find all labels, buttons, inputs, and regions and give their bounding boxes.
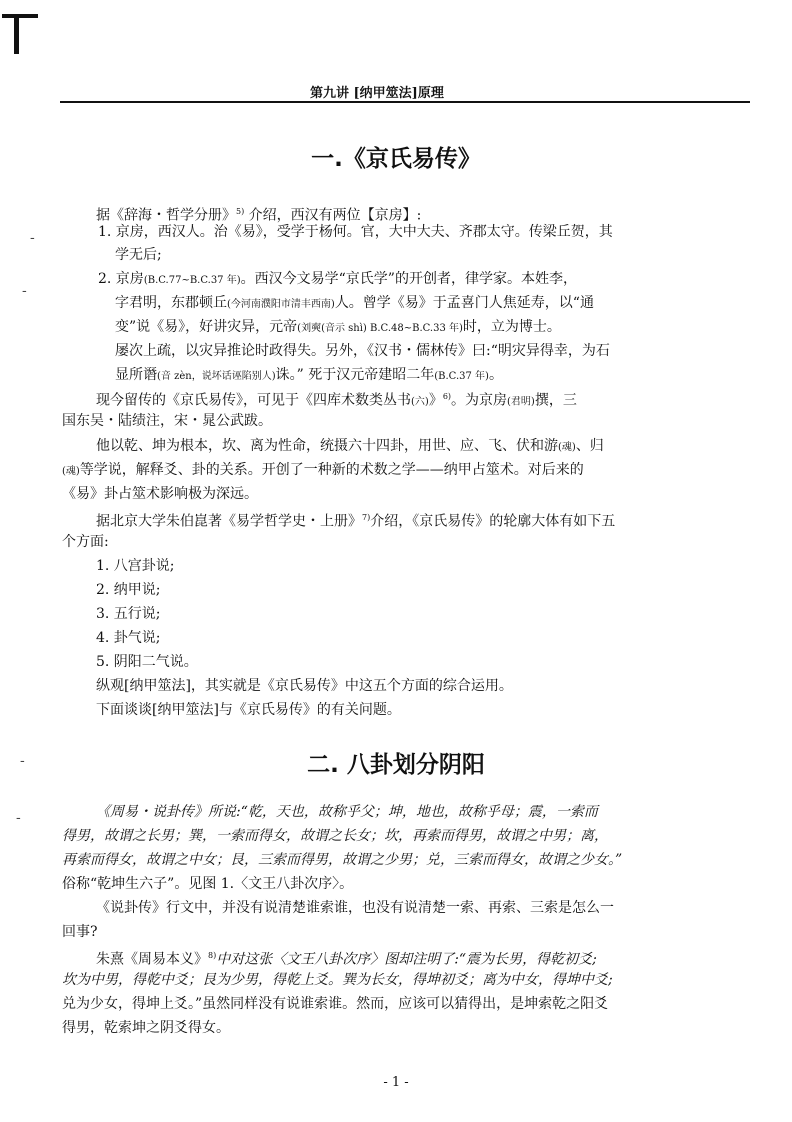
item1-line1: 1. 京房，西汉人。治《易》，受学于杨何。官，大中大夫、齐郡太守。传梁丘贺，其 — [98, 224, 613, 240]
running-header — [60, 80, 750, 104]
quote-line3: 再索而得女，故谓之中女；艮，三索而得男，故谓之少男；兑，三索而得女，故谓之少女。” — [62, 852, 623, 868]
para-zhuxi-line1: 朱熹《周易本义》$^{8)}$中对这张〈文王八卦次序〉图却注明了:“震为长男，得乾初爻; — [96, 951, 597, 968]
quote-line1: 《周易・说卦传》所说:“乾，天也，故称乎父；坤，地也，故称乎母；震，一索而 — [96, 804, 598, 820]
list-item: 5. 阴阳二气说。 — [96, 654, 198, 670]
list-item: 3. 五行说; — [96, 606, 161, 622]
para-zhuxi-line3: 兑为少女，得坤上爻。”虽然同样没有说谁索谁。然而，应该可以猜得出，是坤索乾之阳爻 — [62, 996, 609, 1012]
section1-intro: 据《辞海・哲学分册》$^{5)}$ 介绍，西汉有两位【京房】: — [96, 207, 422, 224]
list-item: 2. 纳甲说; — [96, 582, 161, 598]
para-summary: 纵观[纳甲筮法]，其实就是《京氏易传》中这五个方面的综合运用。 — [96, 678, 513, 694]
para-theory-line1: 他以乾、坤为根本，坎、离为性命，统摄六十四卦，用世、应、飞、伏和游(魂)、归 — [96, 438, 604, 454]
list-item: 4. 卦气说; — [96, 630, 161, 646]
scan-corner-mark-vertical — [14, 14, 19, 54]
section2-title: 二. 八卦划分阴阳 — [307, 752, 485, 778]
margin-dash: - — [22, 283, 27, 299]
para-current-edition-line1: 现今留传的《京氏易传》，可见于《四库术数类丛书(六)》$^{6)}$。为京房(君明)撰，三 — [96, 392, 577, 409]
quote-line4: 俗称“乾坤生六子”。见图 1.〈文王八卦次序〉。 — [62, 876, 354, 892]
item2-line1: 2. 京房(B.C.77~B.C.37 年)。西汉今文易学“京氏学”的开创者，律学家。本姓李， — [98, 271, 577, 287]
scan-corner-mark — [2, 14, 38, 18]
para-current-edition-line2: 国东吴・陆绩注，宋・晁公武跋。 — [62, 413, 272, 429]
margin-dash: - — [30, 230, 35, 246]
header-title: 第九讲 [纳甲筮法]原理 — [310, 86, 444, 101]
para-outline-line2: 个方面: — [62, 534, 109, 550]
item2-line4: 屡次上疏，以灾异推论时政得失。另外，《汉书・儒林传》曰:“明灾异得幸，为石 — [115, 343, 610, 359]
page-number: - 1 - — [383, 1075, 409, 1090]
header-rule — [60, 101, 750, 103]
quote-line2: 得男，故谓之长男；巽，一索而得女，故谓之长女；坎，再索而得男，故谓之中男；离， — [62, 828, 608, 844]
item2-line3: 变”说《易》，好讲灾异，元帝(刘奭(音示 shì) B.C.48~B.C.33 年)时，立为博士。 — [115, 319, 561, 335]
para-next: 下面谈谈[纳甲筮法]与《京氏易传》的有关问题。 — [96, 702, 401, 718]
para-question-line1: 《说卦传》行文中，并没有说清楚谁索谁，也没有说清楚一索、再索、三索是怎么一 — [96, 900, 614, 916]
list-item: 1. 八宫卦说; — [96, 558, 175, 574]
section1-title: 一.《京氏易传》 — [311, 146, 481, 172]
item1-line2: 学无后; — [115, 247, 162, 263]
para-zhuxi-line4: 得男，乾索坤之阴爻得女。 — [62, 1020, 230, 1036]
margin-dash: - — [20, 753, 25, 769]
para-question-line2: 回事? — [62, 924, 98, 940]
item2-line2: 字君明，东郡顿丘(今河南濮阳市清丰西南)人。曾学《易》于孟喜门人焦延寿，以“通 — [115, 295, 594, 311]
para-theory-line2: (魂)等学说，解释爻、卦的关系。开创了一种新的术数之学——纳甲占筮术。对后来的 — [62, 462, 584, 478]
margin-dash: - — [16, 810, 21, 826]
para-outline-line1: 据北京大学朱伯崑著《易学哲学史・上册》$^{7)}$介绍，《京氏易传》的轮廓大体有如下五 — [96, 513, 616, 530]
para-theory-line3: 《易》卦占筮术影响极为深远。 — [62, 486, 258, 502]
para-zhuxi-line2: 坎为中男，得乾中爻；艮为少男，得乾上爻。巽为长女，得坤初爻；离为中女，得坤中爻; — [62, 972, 613, 988]
item2-line5: 显所谮(音 zèn，说坏话诬陷别人)诛。” 死于汉元帝建昭二年(B.C.37 年)。 — [115, 367, 503, 383]
